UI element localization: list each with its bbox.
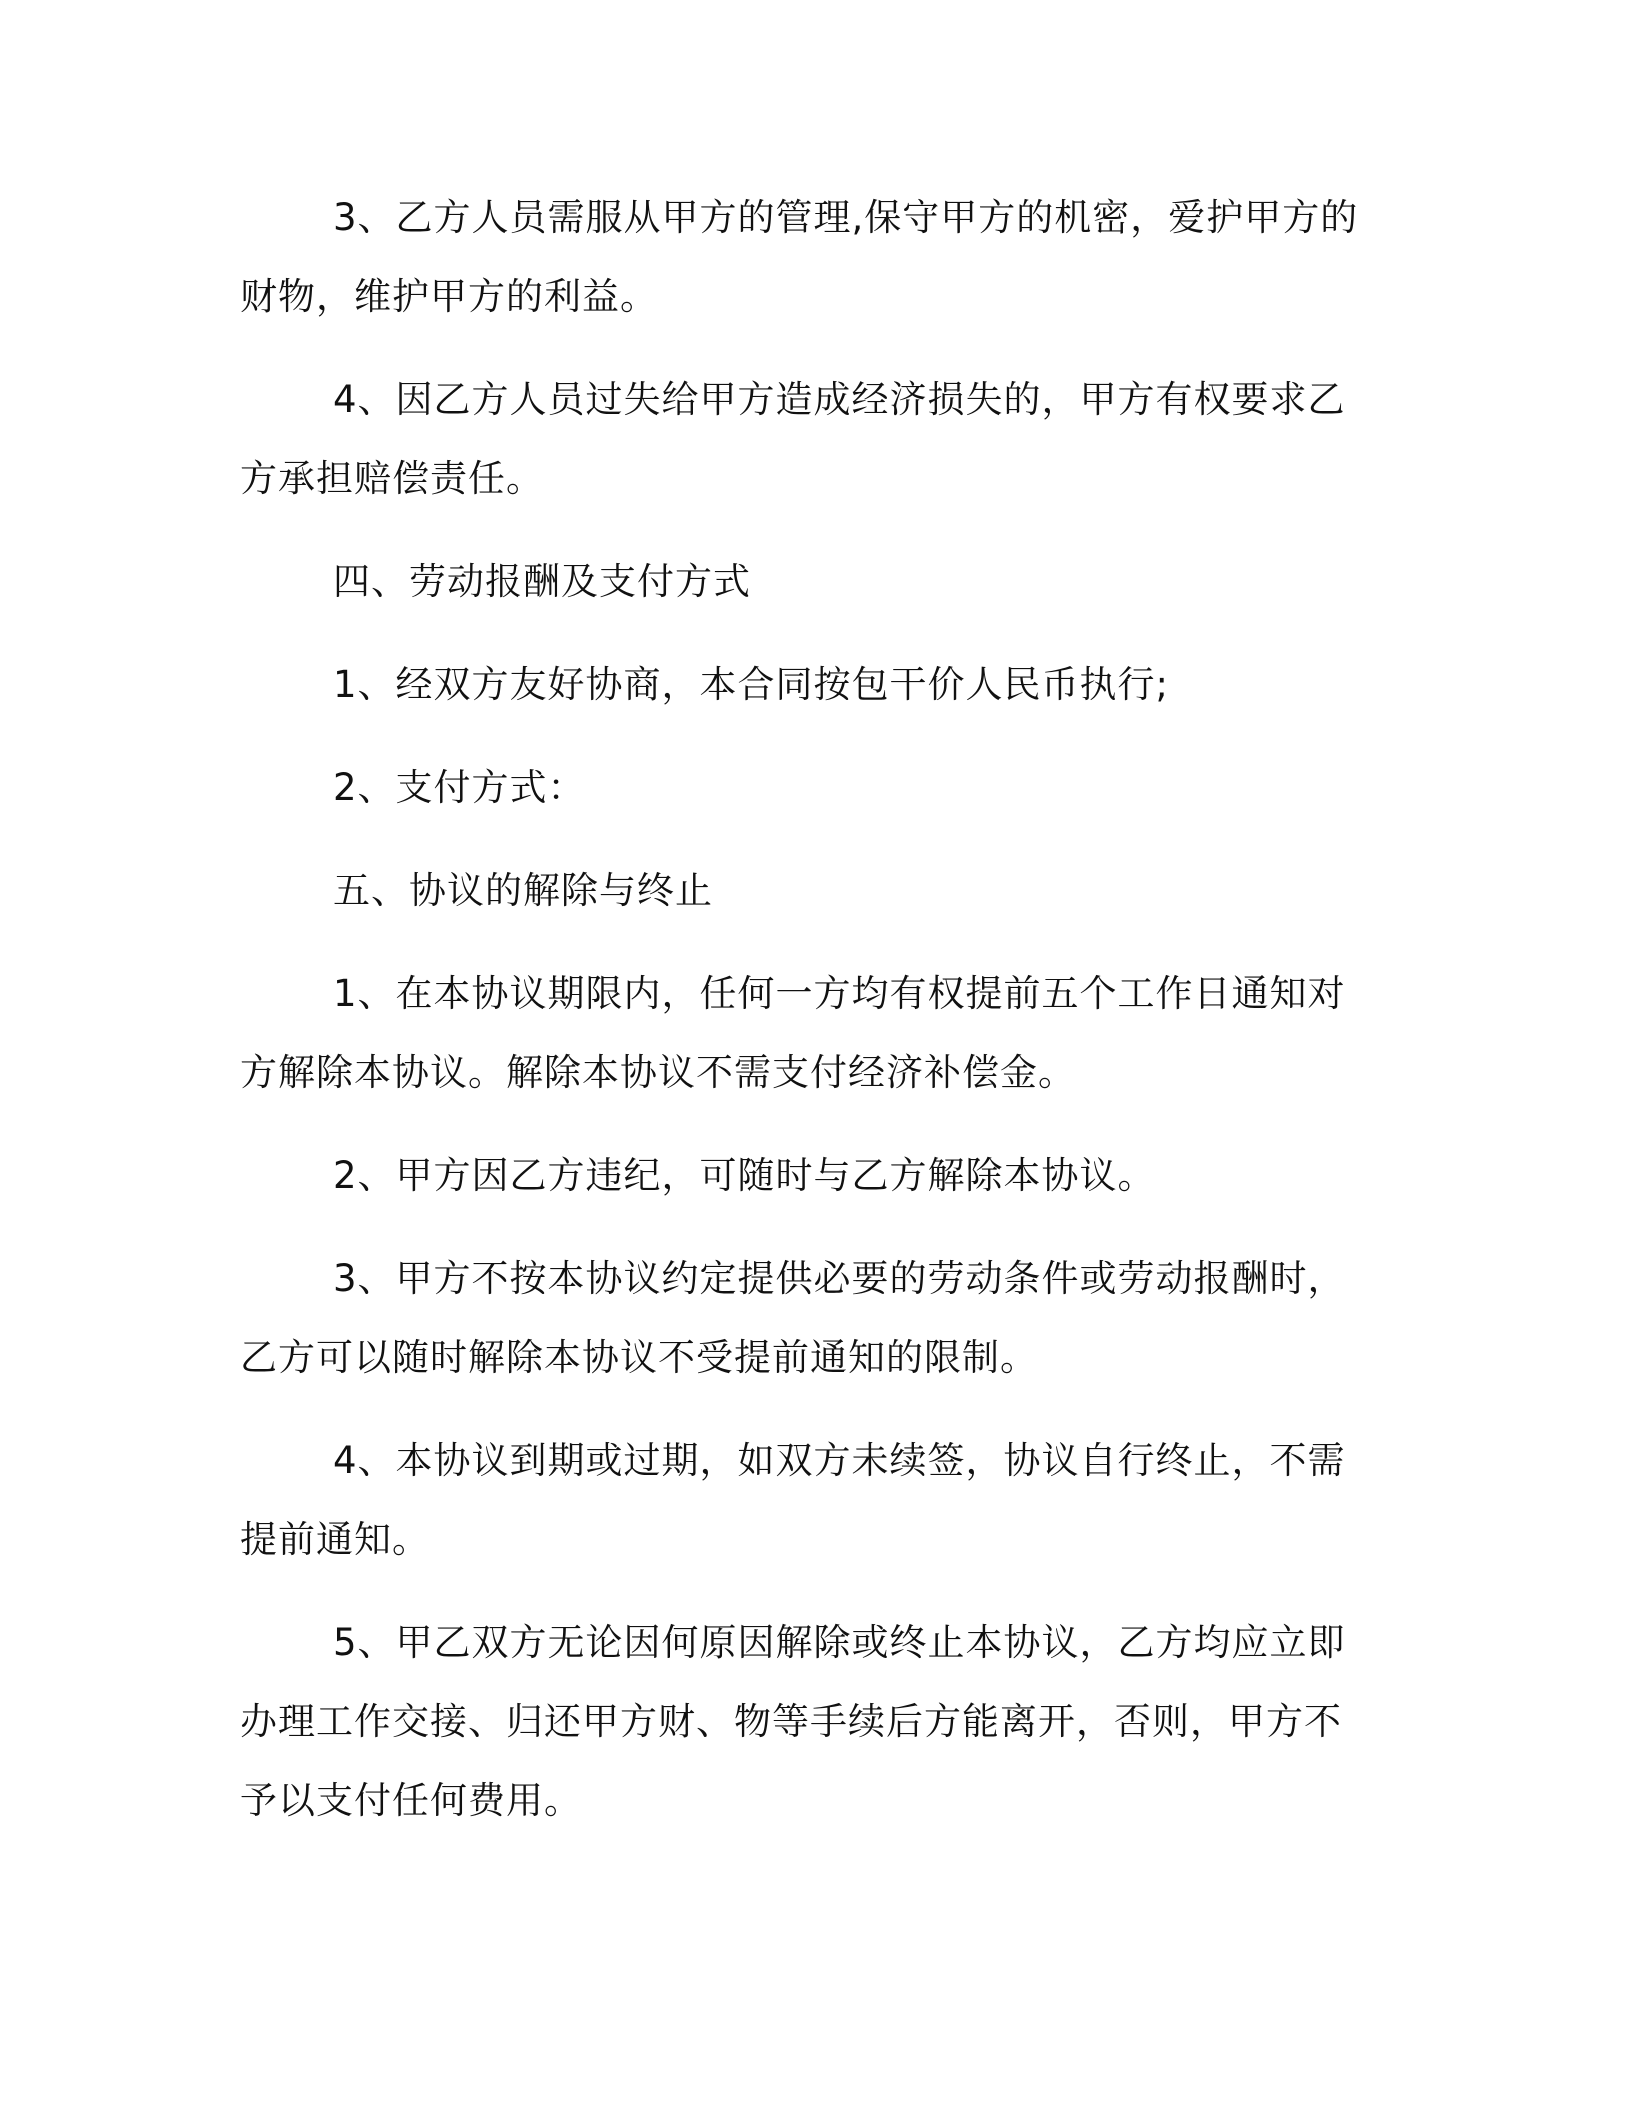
paragraph-payment-lump-sum: 1、经双方友好协商，本合同按包干价人民币执行; xyxy=(333,663,1170,706)
document-body xyxy=(240,178,1370,1864)
paragraph-clause-4-compensation-liability: 4、因乙方人员过失给甲方造成经济损失的，甲方有权要求乙方承担赔偿责任。 xyxy=(240,378,1346,500)
paragraph-termination-discipline: 2、甲方因乙方违纪，可随时与乙方解除本协议。 xyxy=(333,1154,1156,1197)
section-heading-termination: 五、协议的解除与终止 xyxy=(333,869,713,912)
paragraph-expiry: 4、本协议到期或过期，如双方未续签，协议自行终止，不需提前通知。 xyxy=(240,1439,1346,1561)
paragraph-termination-by-party-b: 3、甲方不按本协议约定提供必要的劳动条件或劳动报酬时，乙方可以随时解除本协议不受提前通知的限制。 xyxy=(240,1257,1346,1379)
section-heading-remuneration: 四、劳动报酬及支付方式 xyxy=(333,560,751,603)
paragraph-payment-method: 2、支付方式： xyxy=(333,766,586,809)
paragraph-clause-3-obey-management: 3、乙方人员需服从甲方的管理,保守甲方的机密，爱护甲方的财物，维护甲方的利益。 xyxy=(240,196,1359,318)
paragraph-handover: 5、甲乙双方无论因何原因解除或终止本协议，乙方均应立即办理工作交接、归还甲方财、物等手续后方能离开，否则，甲方不予以支付任何费用。 xyxy=(240,1621,1346,1822)
paragraph-termination-notice: 1、在本协议期限内，任何一方均有权提前五个工作日通知对方解除本协议。解除本协议不需支付经济补偿金。 xyxy=(240,972,1346,1094)
